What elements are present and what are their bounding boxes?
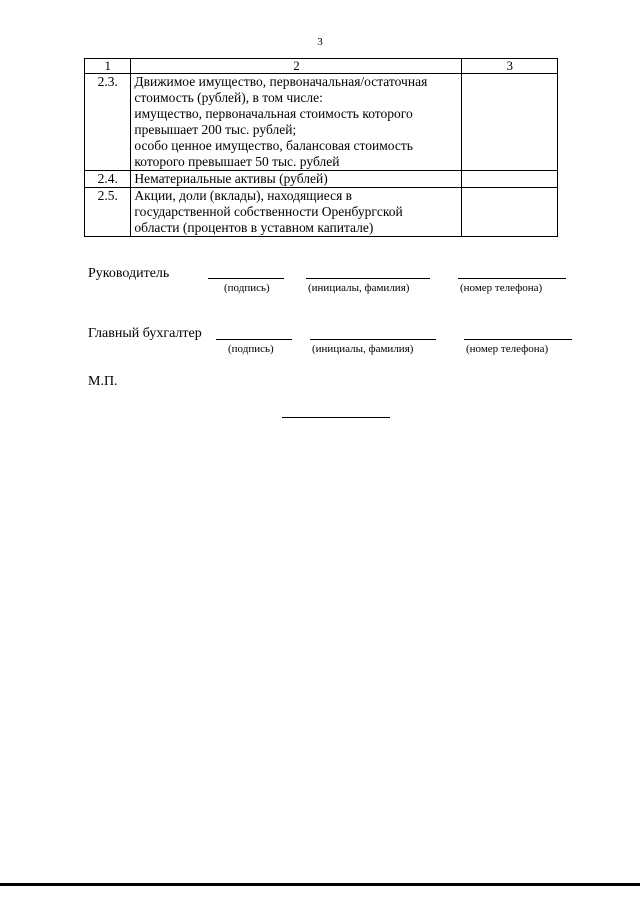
table-row [85,171,558,188]
head-signature-caption: (подпись) [224,282,270,294]
accountant-signature-block [88,326,568,366]
head-signature-line [208,278,284,279]
description-line: Акции, доли (вклады), находящиеся в [134,188,353,203]
row-number: 2.4. [85,171,131,188]
description-line: превышает 200 тыс. рублей; [134,122,297,137]
head-label: Руководитель [88,266,170,281]
head-name-caption: (инициалы, фамилия) [308,282,410,294]
bottom-rule [0,883,640,886]
table-row [85,74,558,171]
accountant-phone-line [464,339,572,340]
accountant-label: Главный бухгалтер [88,326,202,341]
table-row [85,188,558,237]
column-header-1: 1 [85,59,131,74]
description-line: области (процентов в уставном капитале) [134,220,374,235]
description-line: особо ценное имущество, балансовая стоимость [134,138,413,153]
column-header-3: 3 [462,59,558,74]
property-table [84,58,558,237]
row-value [462,171,558,188]
row-description [131,171,462,188]
accountant-signature-caption: (подпись) [228,343,274,355]
description-line: которого превышает 50 тыс. рублей [134,154,340,169]
page-number: 3 [317,36,323,48]
row-description [131,74,462,171]
description-line: имущество, первоначальная стоимость которого [134,106,413,121]
row-description [131,188,462,237]
end-separator-line [282,417,390,418]
description-line: стоимость (рублей), в том числе: [134,90,323,105]
description-line: Движимое имущество, первоначальная/остаточная [134,74,428,89]
row-number: 2.3. [85,74,131,171]
accountant-name-line [310,339,436,340]
head-phone-line [458,278,566,279]
accountant-name-caption: (инициалы, фамилия) [312,343,414,355]
description-line: государственной собственности Оренбургской [134,204,403,219]
accountant-signature-line [216,339,292,340]
row-value [462,188,558,237]
column-header-2: 2 [131,59,462,74]
head-name-line [306,278,430,279]
table-header-row [85,59,558,74]
description-line: Нематериальные активы (рублей) [134,171,328,186]
accountant-phone-caption: (номер телефона) [466,343,549,355]
row-value [462,74,558,171]
head-signature-block [88,266,568,306]
row-number: 2.5. [85,188,131,237]
head-phone-caption: (номер телефона) [460,282,543,294]
stamp-place: М.П. [88,374,118,389]
